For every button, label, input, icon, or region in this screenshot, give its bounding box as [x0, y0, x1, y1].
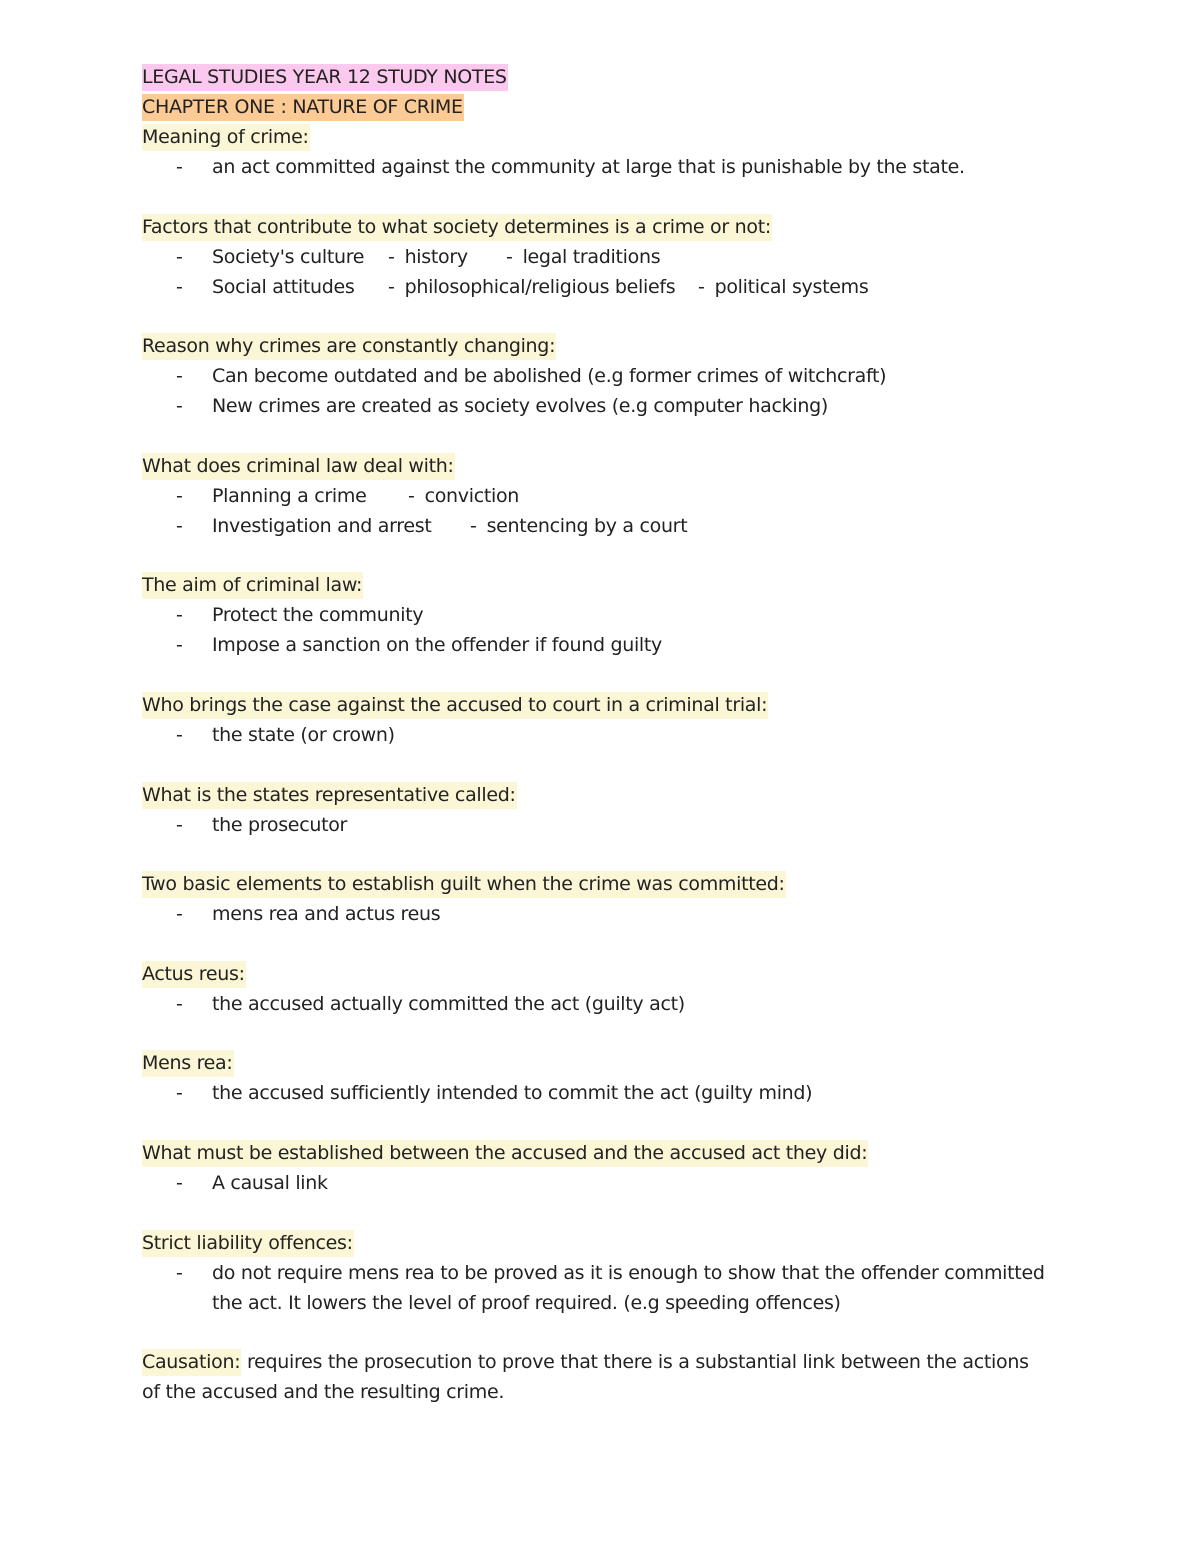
factors-row-1	[142, 242, 1072, 272]
who-brings-bullet	[142, 720, 1072, 750]
mens-rea-heading: Mens rea:	[142, 1050, 234, 1077]
criminal-law-heading-line	[142, 451, 1072, 481]
causation-line-2	[142, 1377, 1072, 1407]
established-heading: What must be established between the accused and the accused act they did:	[142, 1140, 868, 1167]
bullet-text: the prosecutor	[212, 813, 348, 836]
bullet-dash: -	[470, 514, 477, 537]
bullet-dash: -	[176, 903, 183, 926]
actus-reus-heading: Actus reus:	[142, 961, 246, 988]
bullet-dash: -	[176, 156, 183, 178]
causation-text-continued: of the accused and the resulting crime.	[142, 1381, 505, 1404]
factor-political-systems: political systems	[714, 275, 869, 298]
factors-heading-line	[142, 212, 1072, 242]
deal-conviction-item	[408, 481, 519, 511]
mens-rea-bullet	[142, 1078, 1072, 1108]
changing-heading-line	[142, 331, 1072, 361]
bullet-dash: -	[506, 245, 513, 268]
bullet-text: do not require mens rea to be proved as it is enough to show that the offender committed	[212, 1261, 1045, 1284]
bullet-text: Can become outdated and be abolished (e.g former crimes of witchcraft)	[212, 365, 887, 388]
established-heading-line	[142, 1138, 1072, 1168]
representative-heading-line	[142, 780, 1072, 810]
changing-bullet-1	[142, 361, 1072, 391]
meaning-heading-line	[142, 122, 1072, 152]
bullet-dash: -	[176, 1082, 183, 1105]
who-brings-heading-line	[142, 690, 1072, 720]
deal-investigation: Investigation and arrest	[212, 514, 432, 537]
factor-culture: Society's culture	[212, 245, 365, 268]
strict-heading-line	[142, 1228, 1072, 1258]
chapter-title-line	[142, 92, 1072, 122]
elements-bullet	[142, 899, 1072, 929]
bullet-dash: -	[388, 275, 395, 298]
strict-heading: Strict liability offences:	[142, 1230, 354, 1257]
bullet-text: Protect the community	[212, 604, 424, 627]
factor-legal-traditions: legal traditions	[522, 245, 661, 268]
deal-sentencing: sentencing by a court	[486, 514, 688, 537]
representative-bullet	[142, 810, 1072, 840]
causation-heading: Causation:	[142, 1349, 241, 1376]
causation-text: requires the prosecution to prove that there is a substantial link between the actions	[241, 1351, 1029, 1374]
bullet-text: the accused actually committed the act (guilty act)	[212, 992, 685, 1015]
bullet-dash: -	[176, 365, 183, 388]
bullet-dash: -	[176, 245, 183, 268]
criminal-law-heading: What does criminal law deal with:	[142, 453, 455, 480]
mens-rea-heading-line	[142, 1048, 1072, 1078]
bullet-dash: -	[388, 245, 395, 268]
bullet-dash: -	[176, 604, 183, 627]
deal-planning: Planning a crime	[212, 484, 367, 507]
factors-heading: Factors that contribute to what society determines is a crime or not:	[142, 214, 772, 241]
bullet-text: New crimes are created as society evolves (e.g computer hacking)	[212, 395, 828, 418]
factor-political-item	[698, 272, 868, 302]
bullet-dash: -	[176, 992, 183, 1015]
bullet-text-continued: the act. It lowers the level of proof required. (e.g speeding offences)	[212, 1291, 841, 1314]
bullet-text: A causal link	[212, 1171, 328, 1194]
deal-conviction: conviction	[424, 484, 520, 507]
bullet-dash: -	[698, 275, 705, 298]
representative-heading: What is the states representative called:	[142, 782, 517, 809]
bullet-text: the accused sufficiently intended to commit the act (guilty mind)	[212, 1082, 813, 1105]
bullet-dash: -	[176, 1171, 183, 1194]
aim-bullet-1	[142, 600, 1072, 630]
criminal-law-row-2	[142, 511, 1072, 541]
factors-row-2	[142, 272, 1072, 302]
factor-history: history	[404, 245, 468, 268]
bullet-text: Impose a sanction on the offender if found guilty	[212, 634, 662, 657]
meaning-heading: Meaning of crime:	[142, 124, 310, 151]
causation-line-1	[142, 1347, 1072, 1377]
study-notes-page	[142, 62, 1072, 1407]
factor-beliefs: philosophical/religious beliefs	[404, 275, 676, 298]
bullet-text: an act committed against the community at large that is punishable by the state.	[212, 156, 965, 178]
bullet-dash: -	[176, 395, 183, 418]
bullet-dash: -	[176, 514, 183, 537]
factor-legal-item	[506, 242, 660, 272]
aim-heading-line	[142, 570, 1072, 600]
actus-reus-bullet	[142, 989, 1072, 1019]
bullet-text: the state (or crown)	[212, 723, 395, 746]
elements-heading-line	[142, 869, 1072, 899]
document-title: LEGAL STUDIES YEAR 12 STUDY NOTES	[142, 64, 508, 91]
aim-heading: The aim of criminal law:	[142, 572, 363, 599]
bullet-dash: -	[176, 484, 183, 507]
bullet-dash: -	[176, 275, 183, 298]
changing-heading: Reason why crimes are constantly changing:	[142, 333, 556, 360]
strict-bullet-line-2	[142, 1288, 1072, 1318]
chapter-title: CHAPTER ONE : NATURE OF CRIME	[142, 94, 464, 121]
deal-sentencing-item	[470, 511, 687, 541]
bullet-dash: -	[176, 634, 183, 657]
meaning-bullet	[142, 152, 1072, 182]
document-title-line	[142, 62, 1072, 92]
factor-history-item	[388, 242, 506, 272]
established-bullet	[142, 1168, 1072, 1198]
aim-bullet-2	[142, 630, 1072, 660]
bullet-text: mens rea and actus reus	[212, 903, 441, 926]
strict-bullet-line-1	[142, 1258, 1072, 1288]
bullet-dash: -	[408, 484, 415, 507]
bullet-dash: -	[176, 723, 183, 746]
criminal-law-row-1	[142, 481, 1072, 511]
changing-bullet-2	[142, 391, 1072, 421]
who-brings-heading: Who brings the case against the accused to court in a criminal trial:	[142, 692, 768, 719]
bullet-dash: -	[176, 1261, 183, 1284]
factor-social-attitudes: Social attitudes	[212, 275, 355, 298]
factor-beliefs-item	[388, 272, 698, 302]
bullet-dash: -	[176, 813, 183, 836]
elements-heading: Two basic elements to establish guilt when the crime was committed:	[142, 871, 786, 898]
actus-reus-heading-line	[142, 959, 1072, 989]
